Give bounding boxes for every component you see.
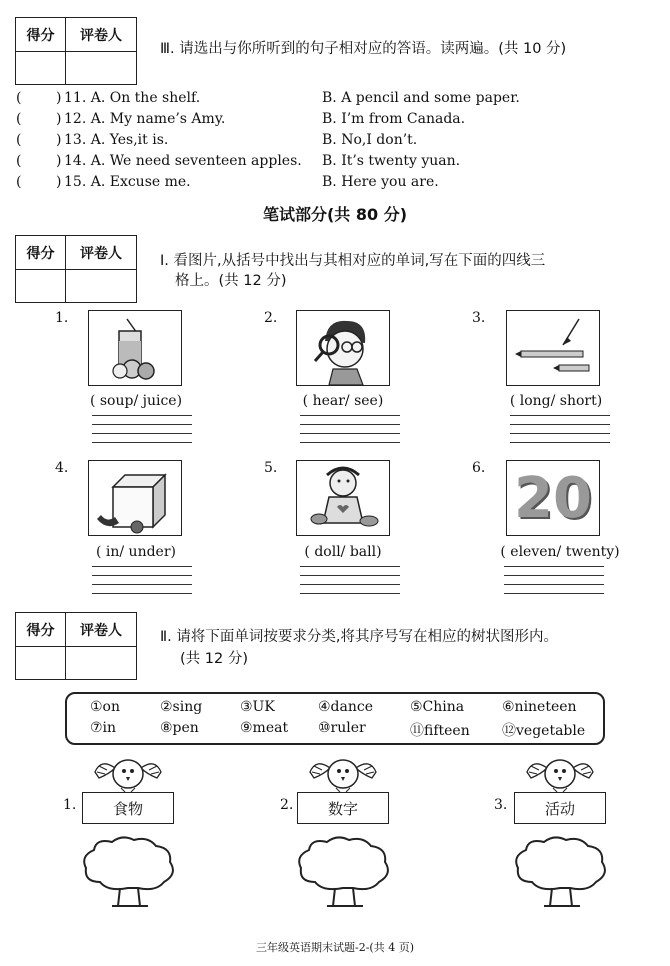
category-label: 活动 xyxy=(514,792,606,824)
options-text: ( soup/ juice) xyxy=(89,393,183,409)
options-text: ( eleven/ twenty) xyxy=(500,544,620,560)
score-label: 得分 xyxy=(16,613,66,647)
grader-label: 评卷人 xyxy=(66,18,136,52)
score-label: 得分 xyxy=(16,18,66,52)
answer-paren-open[interactable]: ( xyxy=(16,90,22,106)
options-text: ( hear/ see) xyxy=(302,393,384,409)
section-w1-title-line2: 格上。(共 12 分) xyxy=(175,273,287,289)
score-cell[interactable] xyxy=(16,647,66,679)
option-a-text: A. My name’s Amy. xyxy=(90,111,226,127)
option-a xyxy=(64,130,168,151)
section-w2-title-line1: Ⅱ. 请将下面单词按要求分类,将其序号写在相应的树状图形内。 xyxy=(160,629,558,645)
score-box xyxy=(15,17,137,85)
word-item: ⑧pen xyxy=(160,720,199,736)
grader-label: 评卷人 xyxy=(66,236,136,270)
four-line-grid[interactable] xyxy=(300,566,400,602)
pencils-icon xyxy=(506,310,600,386)
grader-label: 评卷人 xyxy=(66,613,136,647)
word-item: ⑪fifteen xyxy=(410,723,470,739)
word-item: ⑨meat xyxy=(240,720,289,736)
options-text: ( doll/ ball) xyxy=(304,544,382,560)
word-item: ②sing xyxy=(160,699,203,715)
score-label: 得分 xyxy=(16,236,66,270)
answer-paren-close: ) xyxy=(56,174,62,190)
tree-icon[interactable] xyxy=(510,836,610,912)
option-a xyxy=(64,109,225,130)
question-row xyxy=(16,172,656,193)
item-number: 4. xyxy=(55,460,69,476)
section-w1-title-line1: Ⅰ. 看图片,从括号中找出与其相对应的单词,写在下面的四线三 xyxy=(160,253,546,269)
score-cell[interactable] xyxy=(16,52,66,84)
section3-title: Ⅲ. 请选出与你所听到的句子相对应的答语。读两遍。(共 10 分) xyxy=(160,41,567,57)
option-a xyxy=(64,172,191,193)
juice-glass-icon xyxy=(88,310,182,386)
question-number: 13. xyxy=(64,132,87,148)
word-item: ⑩ruler xyxy=(318,720,366,736)
question-row xyxy=(16,130,656,151)
option-a-text: A. We need seventeen apples. xyxy=(90,153,302,169)
four-line-grid[interactable] xyxy=(510,415,610,451)
grader-cell[interactable] xyxy=(66,647,136,679)
option-b: B. No,I don’t. xyxy=(322,132,418,148)
item-number: 2. xyxy=(264,310,278,326)
answer-paren-close: ) xyxy=(56,132,62,148)
question-row xyxy=(16,151,656,172)
score-cell[interactable] xyxy=(16,270,66,302)
score-box xyxy=(15,612,137,680)
ball-under-box-icon xyxy=(88,460,182,536)
question-row xyxy=(16,88,656,109)
tree-icon[interactable] xyxy=(293,836,393,912)
four-line-grid[interactable] xyxy=(92,566,192,602)
options-text: ( in/ under) xyxy=(95,544,176,560)
number-20-text: 20 xyxy=(514,465,592,531)
option-b: B. Here you are. xyxy=(322,174,439,190)
option-b: B. It’s twenty yuan. xyxy=(322,153,461,169)
number-20-icon xyxy=(506,460,600,536)
four-line-grid[interactable] xyxy=(92,415,192,451)
word-item: ⑦in xyxy=(90,720,117,736)
options-text: ( long/ short) xyxy=(509,393,603,409)
option-a-text: A. Yes,it is. xyxy=(90,132,169,148)
question-row xyxy=(16,109,656,130)
category-label: 数字 xyxy=(297,792,389,824)
item-number: 5. xyxy=(264,460,278,476)
answer-paren-close: ) xyxy=(56,90,62,106)
question-number: 11. xyxy=(64,90,87,106)
question-number: 15. xyxy=(64,174,87,190)
score-box xyxy=(15,235,137,303)
four-line-grid[interactable] xyxy=(504,566,604,602)
category-number: 2. xyxy=(280,797,294,813)
grader-cell[interactable] xyxy=(66,52,136,84)
tree-icon[interactable] xyxy=(78,836,178,912)
word-item: ①on xyxy=(90,699,120,715)
question-number: 14. xyxy=(64,153,87,169)
word-item: ④dance xyxy=(318,699,374,715)
word-item: ③UK xyxy=(240,699,275,715)
page-footer: 三年级英语期末试题-2-(共 4 页) xyxy=(255,941,414,954)
four-line-grid[interactable] xyxy=(300,415,400,451)
answer-paren-open[interactable]: ( xyxy=(16,111,22,127)
written-part-title: 笔试部分(共 80 分) xyxy=(262,205,408,224)
grader-cell[interactable] xyxy=(66,270,136,302)
answer-paren-open[interactable]: ( xyxy=(16,153,22,169)
answer-paren-close: ) xyxy=(56,153,62,169)
question-number: 12. xyxy=(64,111,87,127)
word-item: ⑫vegetable xyxy=(502,723,586,739)
option-b: B. A pencil and some paper. xyxy=(322,90,520,106)
item-number: 1. xyxy=(55,310,69,326)
doll-icon xyxy=(296,460,390,536)
option-a xyxy=(64,151,302,172)
category-label: 食物 xyxy=(82,792,174,824)
word-item: ⑥nineteen xyxy=(502,699,577,715)
answer-paren-open[interactable]: ( xyxy=(16,174,22,190)
category-number: 3. xyxy=(494,797,508,813)
item-number: 3. xyxy=(472,310,486,326)
option-a-text: A. Excuse me. xyxy=(90,174,191,190)
answer-paren-open[interactable]: ( xyxy=(16,132,22,148)
option-b: B. I’m from Canada. xyxy=(322,111,466,127)
item-number: 6. xyxy=(472,460,486,476)
option-a-text: A. On the shelf. xyxy=(90,90,201,106)
word-item: ⑤China xyxy=(410,699,465,715)
answer-paren-close: ) xyxy=(56,111,62,127)
category-number: 1. xyxy=(63,797,77,813)
section-w2-title-line2: (共 12 分) xyxy=(180,651,248,667)
boy-magnifier-icon xyxy=(296,310,390,386)
option-a xyxy=(64,88,200,109)
